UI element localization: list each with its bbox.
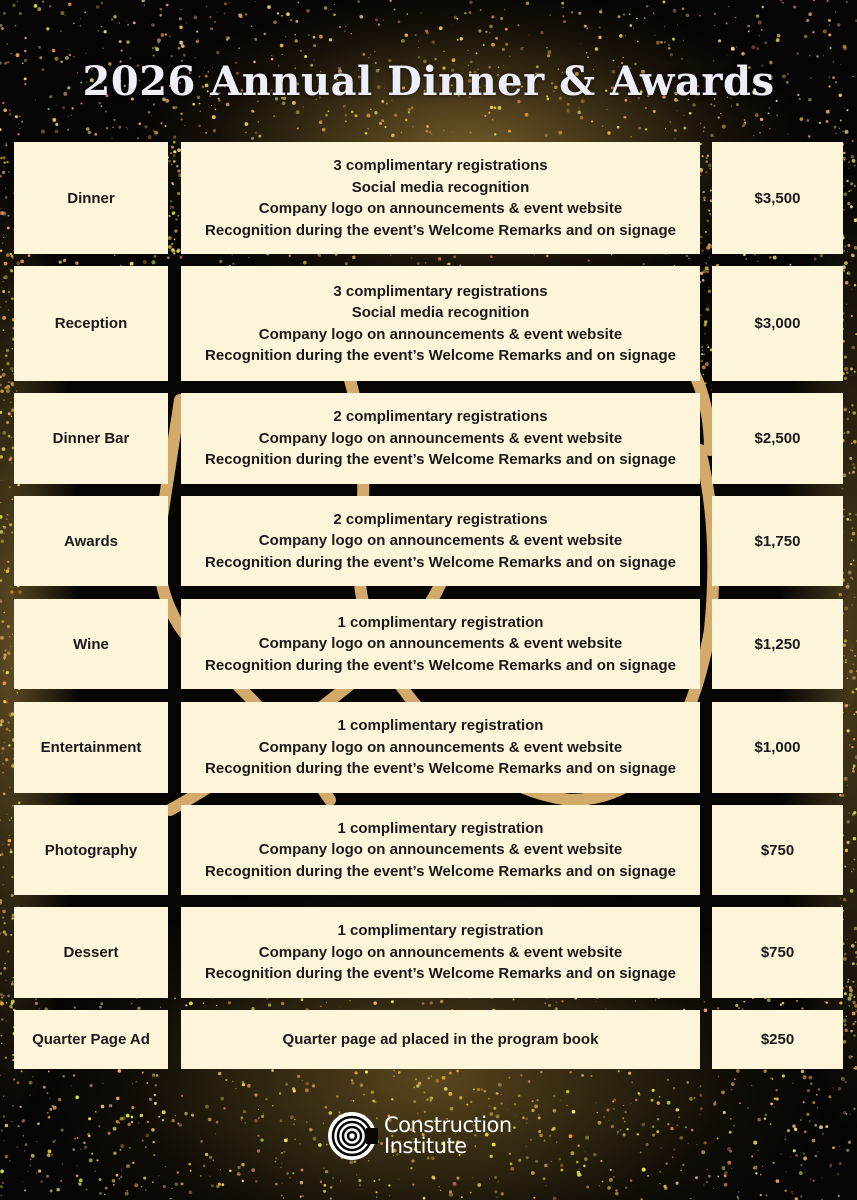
sponsorship-price-cell [712,142,843,254]
sponsorship-name: Quarter Page Ad [32,1031,150,1048]
benefit-item: 1 complimentary registration [337,613,544,631]
sponsorship-price: $2,500 [754,430,801,447]
construction-institute-logo [326,1110,536,1162]
sponsorship-benefits-cell [181,142,700,254]
logo-text-line1: Construction [384,1113,512,1137]
benefit-item: Company logo on announcements & event website [258,200,623,217]
benefit-item: Recognition during the event’s Welcome Remarks and on signage [205,347,676,364]
page-title: 2026 Annual Dinner & Awards [82,58,775,105]
benefit-item: 3 complimentary registrations [333,282,548,300]
benefit-item: 2 complimentary registrations [333,510,548,528]
benefit-item: Recognition during the event’s Welcome Remarks and on signage [205,656,676,674]
benefit-item: Recognition during the event’s Welcome Remarks and on signage [205,553,676,571]
sponsorship-name-cell [14,599,168,689]
sponsorship-price-cell [712,393,843,484]
sponsorship-price: $1,750 [754,532,801,550]
sponsorship-price-cell [712,1010,843,1069]
sponsorship-name: Dinner Bar [52,430,130,447]
sponsorship-price-cell [712,702,843,793]
benefit-item: Company logo on announcements & event website [258,738,623,756]
benefit-item: Social media recognition [351,178,530,196]
sponsorship-benefits-cell [181,393,700,484]
sponsorship-name-cell [14,496,168,586]
benefit-item: Company logo on announcements & event website [258,943,623,961]
sponsorship-benefits-cell [181,702,700,793]
sponsorship-price: $3,500 [754,189,801,207]
sponsorship-price: $250 [760,1031,795,1048]
sponsorship-name-cell [14,1010,168,1069]
sponsorship-name-cell [14,805,168,895]
sponsorship-name: Wine [73,635,109,653]
benefit-item: 3 complimentary registrations [333,157,548,174]
sponsorship-name: Reception [54,315,128,332]
benefit-item: Recognition during the event’s Welcome Remarks and on signage [205,221,676,239]
sponsorship-benefits-cell [181,907,700,998]
sponsorship-price-cell [712,599,843,689]
sponsorship-name: Awards [64,532,118,550]
sponsorship-benefits-cell [181,496,700,586]
sponsorship-price: $750 [760,944,795,961]
benefit-item: Social media recognition [351,304,530,321]
sponsorship-price-cell [712,266,843,381]
benefit-item: Company logo on announcements & event website [258,841,623,859]
benefit-item: 1 complimentary registration [337,819,544,837]
sponsorship-price: $1,000 [754,739,801,756]
sponsorship-benefits-cell [181,266,700,381]
sponsorship-name: Entertainment [40,739,142,756]
sponsorship-name-cell [14,907,168,998]
benefit-item: Recognition during the event’s Welcome Remarks and on signage [205,760,676,778]
benefit-item: Recognition during the event’s Welcome Remarks and on signage [205,965,676,983]
sponsorship-price: $3,000 [754,315,801,332]
sponsorship-benefits-cell [181,805,700,895]
sponsorship-name-cell [14,266,168,381]
sponsorship-price: $1,250 [754,635,801,653]
benefit-item: Company logo on announcements & event website [258,325,623,343]
sponsorship-price-cell [712,805,843,895]
sponsorship-name: Photography [44,841,138,859]
benefit-item: Quarter page ad placed in the program book [282,1030,599,1048]
sponsorship-name-cell [14,393,168,484]
sponsorship-name-cell [14,142,168,254]
benefit-item: 2 complimentary registrations [333,408,548,426]
concentric-c-logo-icon [326,1110,378,1162]
sponsorship-price-cell [712,496,843,586]
benefit-item: 1 complimentary registration [337,717,544,735]
benefit-item: Company logo on announcements & event website [258,635,623,653]
sponsorship-benefits-cell [181,1010,700,1069]
benefit-item: Recognition during the event’s Welcome Remarks and on signage [205,451,676,469]
sponsorship-name-cell [14,702,168,793]
benefit-item: Company logo on announcements & event website [258,429,623,447]
benefit-item: 1 complimentary registration [337,922,544,940]
logo-text-line2: Institute [384,1134,467,1158]
sponsorship-benefits-cell [181,599,700,689]
sponsorship-name: Dessert [63,944,119,961]
benefit-item: Company logo on announcements & event website [258,532,623,550]
sponsorship-price-cell [712,907,843,998]
benefit-item: Recognition during the event’s Welcome Remarks and on signage [205,862,676,880]
sponsorship-price: $750 [760,841,795,859]
sponsorship-name: Dinner [67,189,115,207]
